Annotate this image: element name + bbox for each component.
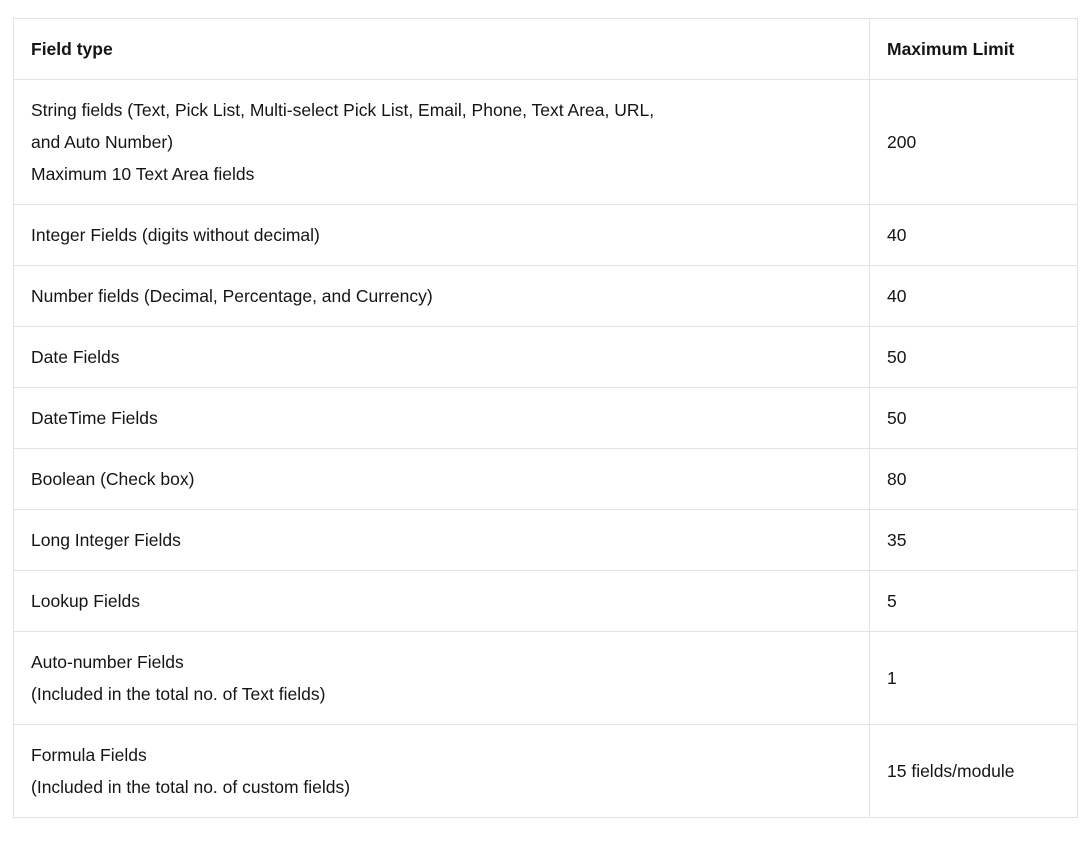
- field-type-text: Long Integer Fields: [31, 530, 181, 550]
- field-type-cell: [14, 327, 870, 388]
- limit-cell: 80: [870, 449, 1078, 510]
- table-row: [14, 449, 1078, 510]
- table-row: [14, 80, 1078, 205]
- column-header-field-type: Field type: [14, 19, 870, 80]
- table-row: [14, 632, 1078, 725]
- field-type-text: Formula Fields: [31, 745, 147, 765]
- table-row: [14, 388, 1078, 449]
- table-row: [14, 510, 1078, 571]
- table-row: [14, 327, 1078, 388]
- limit-cell: 200: [870, 80, 1078, 205]
- limit-cell: 50: [870, 388, 1078, 449]
- field-type-cell: [14, 388, 870, 449]
- field-type-cell: [14, 449, 870, 510]
- field-type-note: Maximum 10 Text Area fields: [31, 164, 255, 184]
- field-type-cell: [14, 571, 870, 632]
- limit-cell: 50: [870, 327, 1078, 388]
- field-type-text: Date Fields: [31, 347, 120, 367]
- field-type-text: Integer Fields (digits without decimal): [31, 225, 320, 245]
- table-header-row: [14, 19, 1078, 80]
- field-type-cell: [14, 632, 870, 725]
- field-type-text: Lookup Fields: [31, 591, 140, 611]
- field-limits-table: [13, 18, 1078, 818]
- field-type-cell: [14, 510, 870, 571]
- field-type-cell: [14, 725, 870, 818]
- field-type-text: DateTime Fields: [31, 408, 158, 428]
- limit-cell: 15 fields/module: [870, 725, 1078, 818]
- limit-cell: 5: [870, 571, 1078, 632]
- limit-cell: 40: [870, 266, 1078, 327]
- table-row: [14, 205, 1078, 266]
- field-type-text: String fields (Text, Pick List, Multi-select Pick List, Email, Phone, Text Area, URL,: [31, 100, 655, 120]
- field-type-note: (Included in the total no. of custom fields): [31, 777, 351, 797]
- field-type-cell: [14, 266, 870, 327]
- table-row: [14, 571, 1078, 632]
- table-row: [14, 266, 1078, 327]
- limit-cell: 35: [870, 510, 1078, 571]
- field-type-text: Number fields (Decimal, Percentage, and Currency): [31, 286, 433, 306]
- field-type-cell: [14, 205, 870, 266]
- column-header-maximum-limit: Maximum Limit: [870, 19, 1078, 80]
- field-type-cell: [14, 80, 870, 205]
- limit-cell: 40: [870, 205, 1078, 266]
- limit-cell: 1: [870, 632, 1078, 725]
- table-row: [14, 725, 1078, 818]
- field-type-text: Auto-number Fields: [31, 652, 184, 672]
- field-type-note: (Included in the total no. of Text fields): [31, 684, 326, 704]
- field-type-text: and Auto Number): [31, 132, 174, 152]
- field-type-text: Boolean (Check box): [31, 469, 195, 489]
